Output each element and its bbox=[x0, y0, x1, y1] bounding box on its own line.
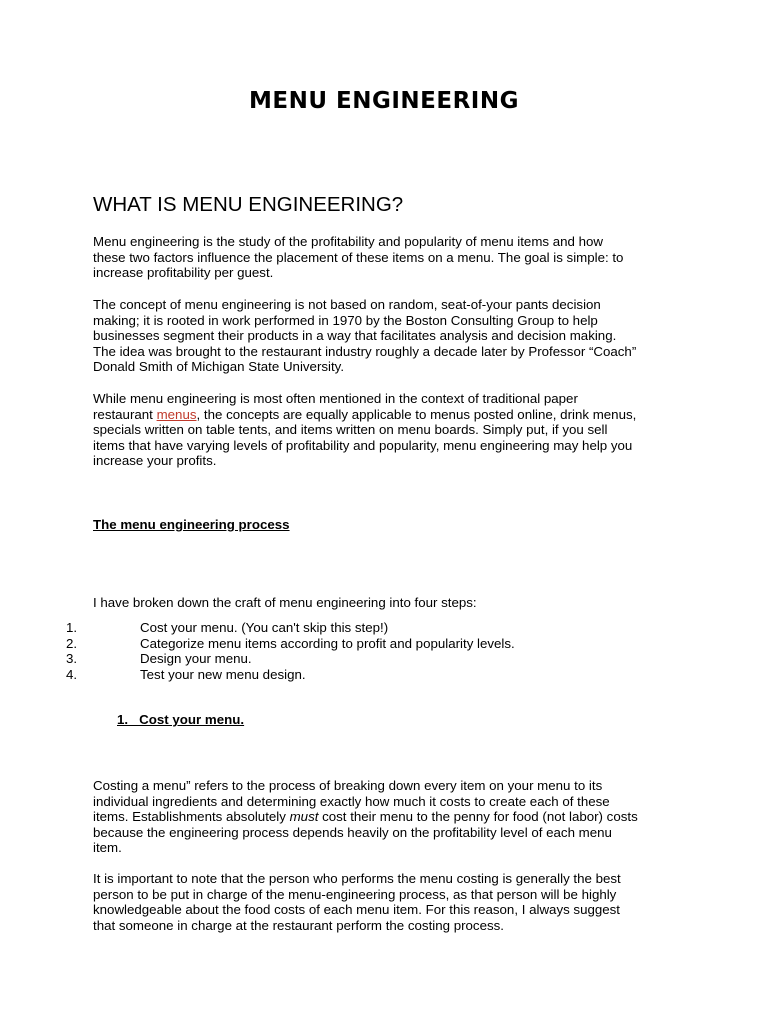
step1-heading: 1. Cost your menu. bbox=[117, 712, 245, 727]
paragraph-intro bbox=[93, 234, 693, 281]
text-line: that someone in charge at the restaurant perform the costing process. bbox=[93, 917, 504, 933]
text-line: person to be put in charge of the menu-engineering process, as that person will be highly bbox=[93, 886, 617, 902]
text-line: increase your profits. bbox=[93, 453, 217, 468]
text-line: individual ingredients and determining exactly how much it costs to create each of these bbox=[93, 793, 610, 809]
list-number: 2. bbox=[66, 635, 78, 651]
list-item bbox=[0, 651, 768, 667]
list-text: Design your menu. bbox=[140, 651, 252, 667]
text-fragment: items. Establishments absolutely bbox=[93, 809, 290, 824]
list-item bbox=[0, 636, 768, 652]
text-line: increase profitability per guest. bbox=[93, 265, 274, 280]
paragraph-steps-intro bbox=[93, 595, 693, 611]
text-line: knowledgeable about the food costs of each menu item. For this reason, I always suggest bbox=[93, 902, 621, 917]
list-text: Test your new menu design. bbox=[140, 666, 306, 682]
text-line: because the engineering process depends heavily on the profitability level of each menu bbox=[93, 824, 612, 840]
text-line: Menu engineering is the study of the profitability and popularity of menu items and how bbox=[93, 234, 604, 249]
list-number: 1. bbox=[66, 620, 78, 635]
text-line: Costing a menu” refers to the process of breaking down every item on your menu to its bbox=[93, 778, 603, 793]
text-fragment: , the concepts are equally applicable to menus posted online, drink menus, bbox=[196, 406, 637, 422]
text-fragment: cost their menu to the penny for food (not labor) costs bbox=[318, 809, 638, 824]
text-line: The concept of menu engineering is not based on random, seat-of-your pants decision bbox=[93, 297, 601, 312]
steps-list bbox=[0, 620, 768, 682]
text-line: specials written on table tents, and items written on menu boards. Simply put, if you sell bbox=[93, 422, 608, 437]
text-line: businesses segment their products in a way that facilitates analysis and decision making. bbox=[93, 328, 617, 343]
paragraph-costing-person bbox=[93, 871, 693, 933]
text-line: It is important to note that the person who performs the menu costing is generally the best bbox=[93, 871, 621, 886]
section-heading: WHAT IS MENU ENGINEERING? bbox=[93, 193, 404, 216]
text-line bbox=[93, 809, 693, 825]
list-number: 3. bbox=[66, 651, 78, 667]
text-line: making; it is rooted in work performed in 1970 by the Boston Consulting Group to help bbox=[93, 312, 598, 328]
paragraph-applications bbox=[93, 391, 693, 469]
text-line: item. bbox=[93, 840, 122, 855]
list-text: Cost your menu. (You can't skip this step!) bbox=[140, 620, 389, 635]
menus-link[interactable]: menus bbox=[156, 406, 197, 422]
list-item bbox=[0, 667, 768, 683]
text-line: The idea was brought to the restaurant industry roughly a decade later by Professor “Coach” bbox=[93, 343, 637, 359]
paragraph-concept bbox=[93, 297, 693, 375]
list-number: 4. bbox=[66, 666, 78, 682]
list-text: Categorize menu items according to profit and popularity levels. bbox=[140, 635, 515, 651]
document-title: MENU ENGINEERING bbox=[249, 88, 519, 114]
text-line bbox=[93, 407, 693, 423]
text-fragment: restaurant bbox=[93, 406, 157, 422]
paragraph-costing bbox=[93, 778, 693, 856]
text-line: these two factors influence the placement of these items on a menu. The goal is simple: to bbox=[93, 249, 624, 265]
text-line: While menu engineering is most often mentioned in the context of traditional paper bbox=[93, 391, 578, 406]
process-heading: The menu engineering process bbox=[93, 517, 290, 532]
text-line: I have broken down the craft of menu engineering into four steps: bbox=[93, 595, 477, 610]
text-line: Donald Smith of Michigan State University. bbox=[93, 359, 345, 374]
list-item bbox=[0, 620, 768, 636]
text-line: items that have varying levels of profitability and popularity, menu engineering may help you bbox=[93, 437, 633, 453]
emphasis-text: must bbox=[289, 809, 319, 824]
